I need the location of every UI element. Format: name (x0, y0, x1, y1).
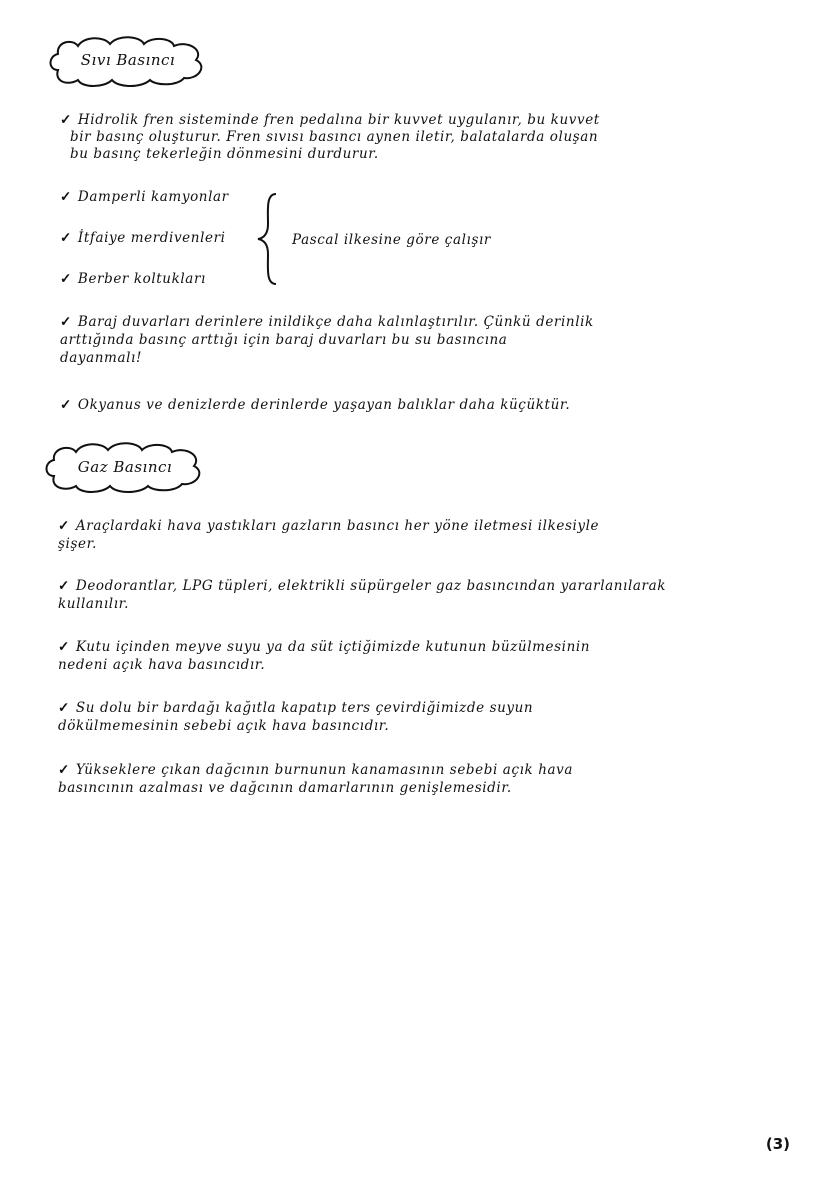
note-line: ✓ İtfaiye merdivenleri (60, 230, 226, 246)
check-mark-icon: ✓ (60, 314, 72, 330)
check-mark-icon: ✓ (60, 397, 72, 413)
curly-brace-icon (254, 190, 282, 288)
note-line: şişer. (58, 536, 98, 552)
note-line: ✓ Araçlardaki hava yastıkları gazların basıncı her yöne iletmesi ilkesiyle (58, 518, 600, 534)
note-line: ✓ Okyanus ve denizlerde derinlerde yaşayan balıklar daha küçüktür. (60, 397, 571, 413)
check-mark-icon: ✓ (58, 639, 70, 655)
section-title: Sıvı Basıncı (80, 51, 176, 69)
note-line: ✓ Berber koltukları (60, 271, 206, 287)
check-mark-icon: ✓ (60, 189, 72, 205)
note-line: ✓ Damperli kamyonlar (60, 189, 229, 205)
note-line: basıncının azalması ve dağcının damarlarının genişlemesidir. (58, 780, 512, 796)
note-line: ✓ Hidrolik fren sisteminde fren pedalına bir kuvvet uygulanır, bu kuvvet (60, 112, 600, 128)
note-line: dökülmemesinin sebebi açık hava basıncıdır. (58, 718, 390, 734)
note-line: ✓ Kutu içinden meyve suyu ya da süt içtiğimizde kutunun büzülmesinin (58, 639, 591, 655)
note-line: bir basınç oluşturur. Fren sıvısı basıncı aynen iletir, balatalarda oluşan (70, 129, 599, 145)
note-line: ✓ Su dolu bir bardağı kağıtla kapatıp ters çevirdiğimizde suyun (58, 700, 534, 716)
note-line: dayanmalı! (60, 350, 142, 366)
note-line: arttığında basınç arttığı için baraj duvarları bu su basıncına (60, 332, 508, 348)
section-title-cloud (40, 440, 210, 494)
check-mark-icon: ✓ (58, 518, 70, 534)
pascal-note: Pascal ilkesine göre çalışır (292, 232, 491, 248)
check-mark-icon: ✓ (60, 112, 72, 128)
note-line: ✓ Baraj duvarları derinlere inildikçe daha kalınlaştırılır. Çünkü derinlik (60, 314, 594, 330)
section-title: Gaz Basıncı (77, 458, 173, 476)
check-mark-icon: ✓ (60, 230, 72, 246)
note-line: bu basınç tekerleğin dönmesini durdurur. (70, 146, 379, 162)
note-line: kullanılır. (58, 596, 130, 612)
check-mark-icon: ✓ (58, 700, 70, 716)
note-line: ✓ Yükseklere çıkan dağcının burnunun kanamasının sebebi açık hava (58, 762, 574, 778)
section-title-cloud (44, 32, 212, 88)
page-number: (3) (765, 1135, 790, 1153)
check-mark-icon: ✓ (58, 762, 70, 778)
note-line: ✓ Deodorantlar, LPG tüpleri, elektrikli süpürgeler gaz basıncından yararlanılarak (58, 578, 667, 594)
check-mark-icon: ✓ (58, 578, 70, 594)
note-line: nedeni açık hava basıncıdır. (58, 657, 266, 673)
check-mark-icon: ✓ (60, 271, 72, 287)
